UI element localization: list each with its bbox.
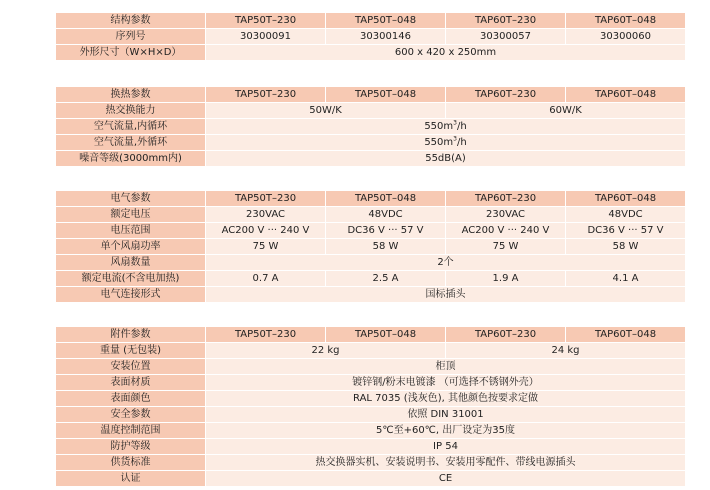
table-row xyxy=(56,423,686,439)
electrical-table xyxy=(55,190,686,303)
cell-value: 30300060 xyxy=(566,29,686,45)
table-row xyxy=(56,287,686,303)
cell-value: 24 kg xyxy=(446,343,686,359)
cell-value: IP 54 xyxy=(206,439,686,455)
cell-value: 600 x 420 x 250mm xyxy=(206,45,686,61)
table-row xyxy=(56,45,686,61)
cell-value: 30300057 xyxy=(446,29,566,45)
model-header: TAP50T–048 xyxy=(326,87,446,103)
cell-value: 国标插头 xyxy=(206,287,686,303)
model-header: TAP60T–230 xyxy=(446,327,566,343)
cell-value: 4.1 A xyxy=(566,271,686,287)
table-row xyxy=(56,471,686,487)
table-row xyxy=(56,239,686,255)
superscript: 3 xyxy=(453,119,457,127)
model-header: TAP50T–230 xyxy=(206,87,326,103)
table-header-row xyxy=(56,327,686,343)
table-row xyxy=(56,271,686,287)
airflow-value: 550m xyxy=(424,137,454,148)
cell-value: 1.9 A xyxy=(446,271,566,287)
cell-value: 2个 xyxy=(206,255,686,271)
model-header: TAP60T–230 xyxy=(446,191,566,207)
row-label: 防护等级 xyxy=(56,439,206,455)
row-label: 表面颜色 xyxy=(56,391,206,407)
table-header-row xyxy=(56,87,686,103)
cell-value: 60W/K xyxy=(446,103,686,119)
cell-value: 58 W xyxy=(566,239,686,255)
model-header: TAP50T–230 xyxy=(206,191,326,207)
table-row xyxy=(56,207,686,223)
table-row xyxy=(56,103,686,119)
cell-value: 50W/K xyxy=(206,103,446,119)
cell-value: AC200 V ··· 240 V xyxy=(446,223,566,239)
row-label: 认证 xyxy=(56,471,206,487)
row-label: 单个风扇功率 xyxy=(56,239,206,255)
table-row xyxy=(56,439,686,455)
model-header: TAP50T–230 xyxy=(206,13,326,29)
table-header-row xyxy=(56,13,686,29)
structure-table xyxy=(55,12,686,61)
cell-value: 柜顶 xyxy=(206,359,686,375)
section-title: 电气参数 xyxy=(56,191,206,207)
cell-value: DC36 V ··· 57 V xyxy=(326,223,446,239)
row-label: 电压范围 xyxy=(56,223,206,239)
model-header: TAP60T–048 xyxy=(566,13,686,29)
table-header-row xyxy=(56,191,686,207)
cell-value: 镀锌钢/粉末电镀漆 （可选择不锈钢外壳） xyxy=(206,375,686,391)
table-row xyxy=(56,375,686,391)
table-row xyxy=(56,151,686,167)
model-header: TAP60T–048 xyxy=(566,191,686,207)
cell-value: 48VDC xyxy=(566,207,686,223)
row-label: 风扇数量 xyxy=(56,255,206,271)
cell-value: CE xyxy=(206,471,686,487)
table-row xyxy=(56,223,686,239)
cell-value: 0.7 A xyxy=(206,271,326,287)
table-row xyxy=(56,255,686,271)
model-header: TAP60T–048 xyxy=(566,327,686,343)
row-label: 热交换能力 xyxy=(56,103,206,119)
table-row xyxy=(56,455,686,471)
cell-value: 230VAC xyxy=(206,207,326,223)
row-label: 表面材质 xyxy=(56,375,206,391)
model-header: TAP60T–230 xyxy=(446,87,566,103)
table-row xyxy=(56,135,686,151)
cell-value: 5℃至+60℃, 出厂设定为35度 xyxy=(206,423,686,439)
cell-value: 22 kg xyxy=(206,343,446,359)
model-header: TAP60T–048 xyxy=(566,87,686,103)
table-row xyxy=(56,359,686,375)
section-title: 结构参数 xyxy=(56,13,206,29)
cell-value: 30300091 xyxy=(206,29,326,45)
cell-value: DC36 V ··· 57 V xyxy=(566,223,686,239)
superscript: 3 xyxy=(453,135,457,143)
airflow-unit: /h xyxy=(456,121,467,132)
section-title: 附件参数 xyxy=(56,327,206,343)
cell-value: 2.5 A xyxy=(326,271,446,287)
model-header: TAP50T–048 xyxy=(326,13,446,29)
row-label: 供货标准 xyxy=(56,455,206,471)
row-label: 重量 (无包装) xyxy=(56,343,206,359)
cell-value: 30300146 xyxy=(326,29,446,45)
model-header: TAP50T–230 xyxy=(206,327,326,343)
cell-value: 58 W xyxy=(326,239,446,255)
section-title: 换热参数 xyxy=(56,87,206,103)
row-label: 空气流量,外循环 xyxy=(56,135,206,151)
table-row xyxy=(56,29,686,45)
model-header: TAP50T–048 xyxy=(326,327,446,343)
cell-value: 48VDC xyxy=(326,207,446,223)
model-header: TAP50T–048 xyxy=(326,191,446,207)
table-row xyxy=(56,407,686,423)
accessory-table xyxy=(55,326,686,487)
row-label: 安装位置 xyxy=(56,359,206,375)
row-label: 额定电压 xyxy=(56,207,206,223)
table-row xyxy=(56,119,686,135)
heat-exchange-table xyxy=(55,86,686,167)
row-label: 电气连接形式 xyxy=(56,287,206,303)
row-label: 温度控制范围 xyxy=(56,423,206,439)
airflow-value: 550m xyxy=(424,121,454,132)
cell-value xyxy=(206,135,686,151)
cell-value: 55dB(A) xyxy=(206,151,686,167)
row-label: 空气流量,内循环 xyxy=(56,119,206,135)
cell-value: 75 W xyxy=(206,239,326,255)
cell-value: 75 W xyxy=(446,239,566,255)
cell-value xyxy=(206,119,686,135)
cell-value: 230VAC xyxy=(446,207,566,223)
cell-value: RAL 7035 (浅灰色), 其他颜色按要求定做 xyxy=(206,391,686,407)
model-header: TAP60T–230 xyxy=(446,13,566,29)
airflow-unit: /h xyxy=(456,137,467,148)
row-label: 额定电流(不含电加热) xyxy=(56,271,206,287)
table-row xyxy=(56,343,686,359)
cell-value: 依照 DIN 31001 xyxy=(206,407,686,423)
cell-value: AC200 V ··· 240 V xyxy=(206,223,326,239)
row-label: 噪音等级(3000mm内) xyxy=(56,151,206,167)
row-label: 序列号 xyxy=(56,29,206,45)
cell-value: 热交换器实机、安装说明书、安装用零配件、带线电源插头 xyxy=(206,455,686,471)
row-label: 外形尺寸（W×H×D） xyxy=(56,45,206,61)
row-label: 安全参数 xyxy=(56,407,206,423)
table-row xyxy=(56,391,686,407)
